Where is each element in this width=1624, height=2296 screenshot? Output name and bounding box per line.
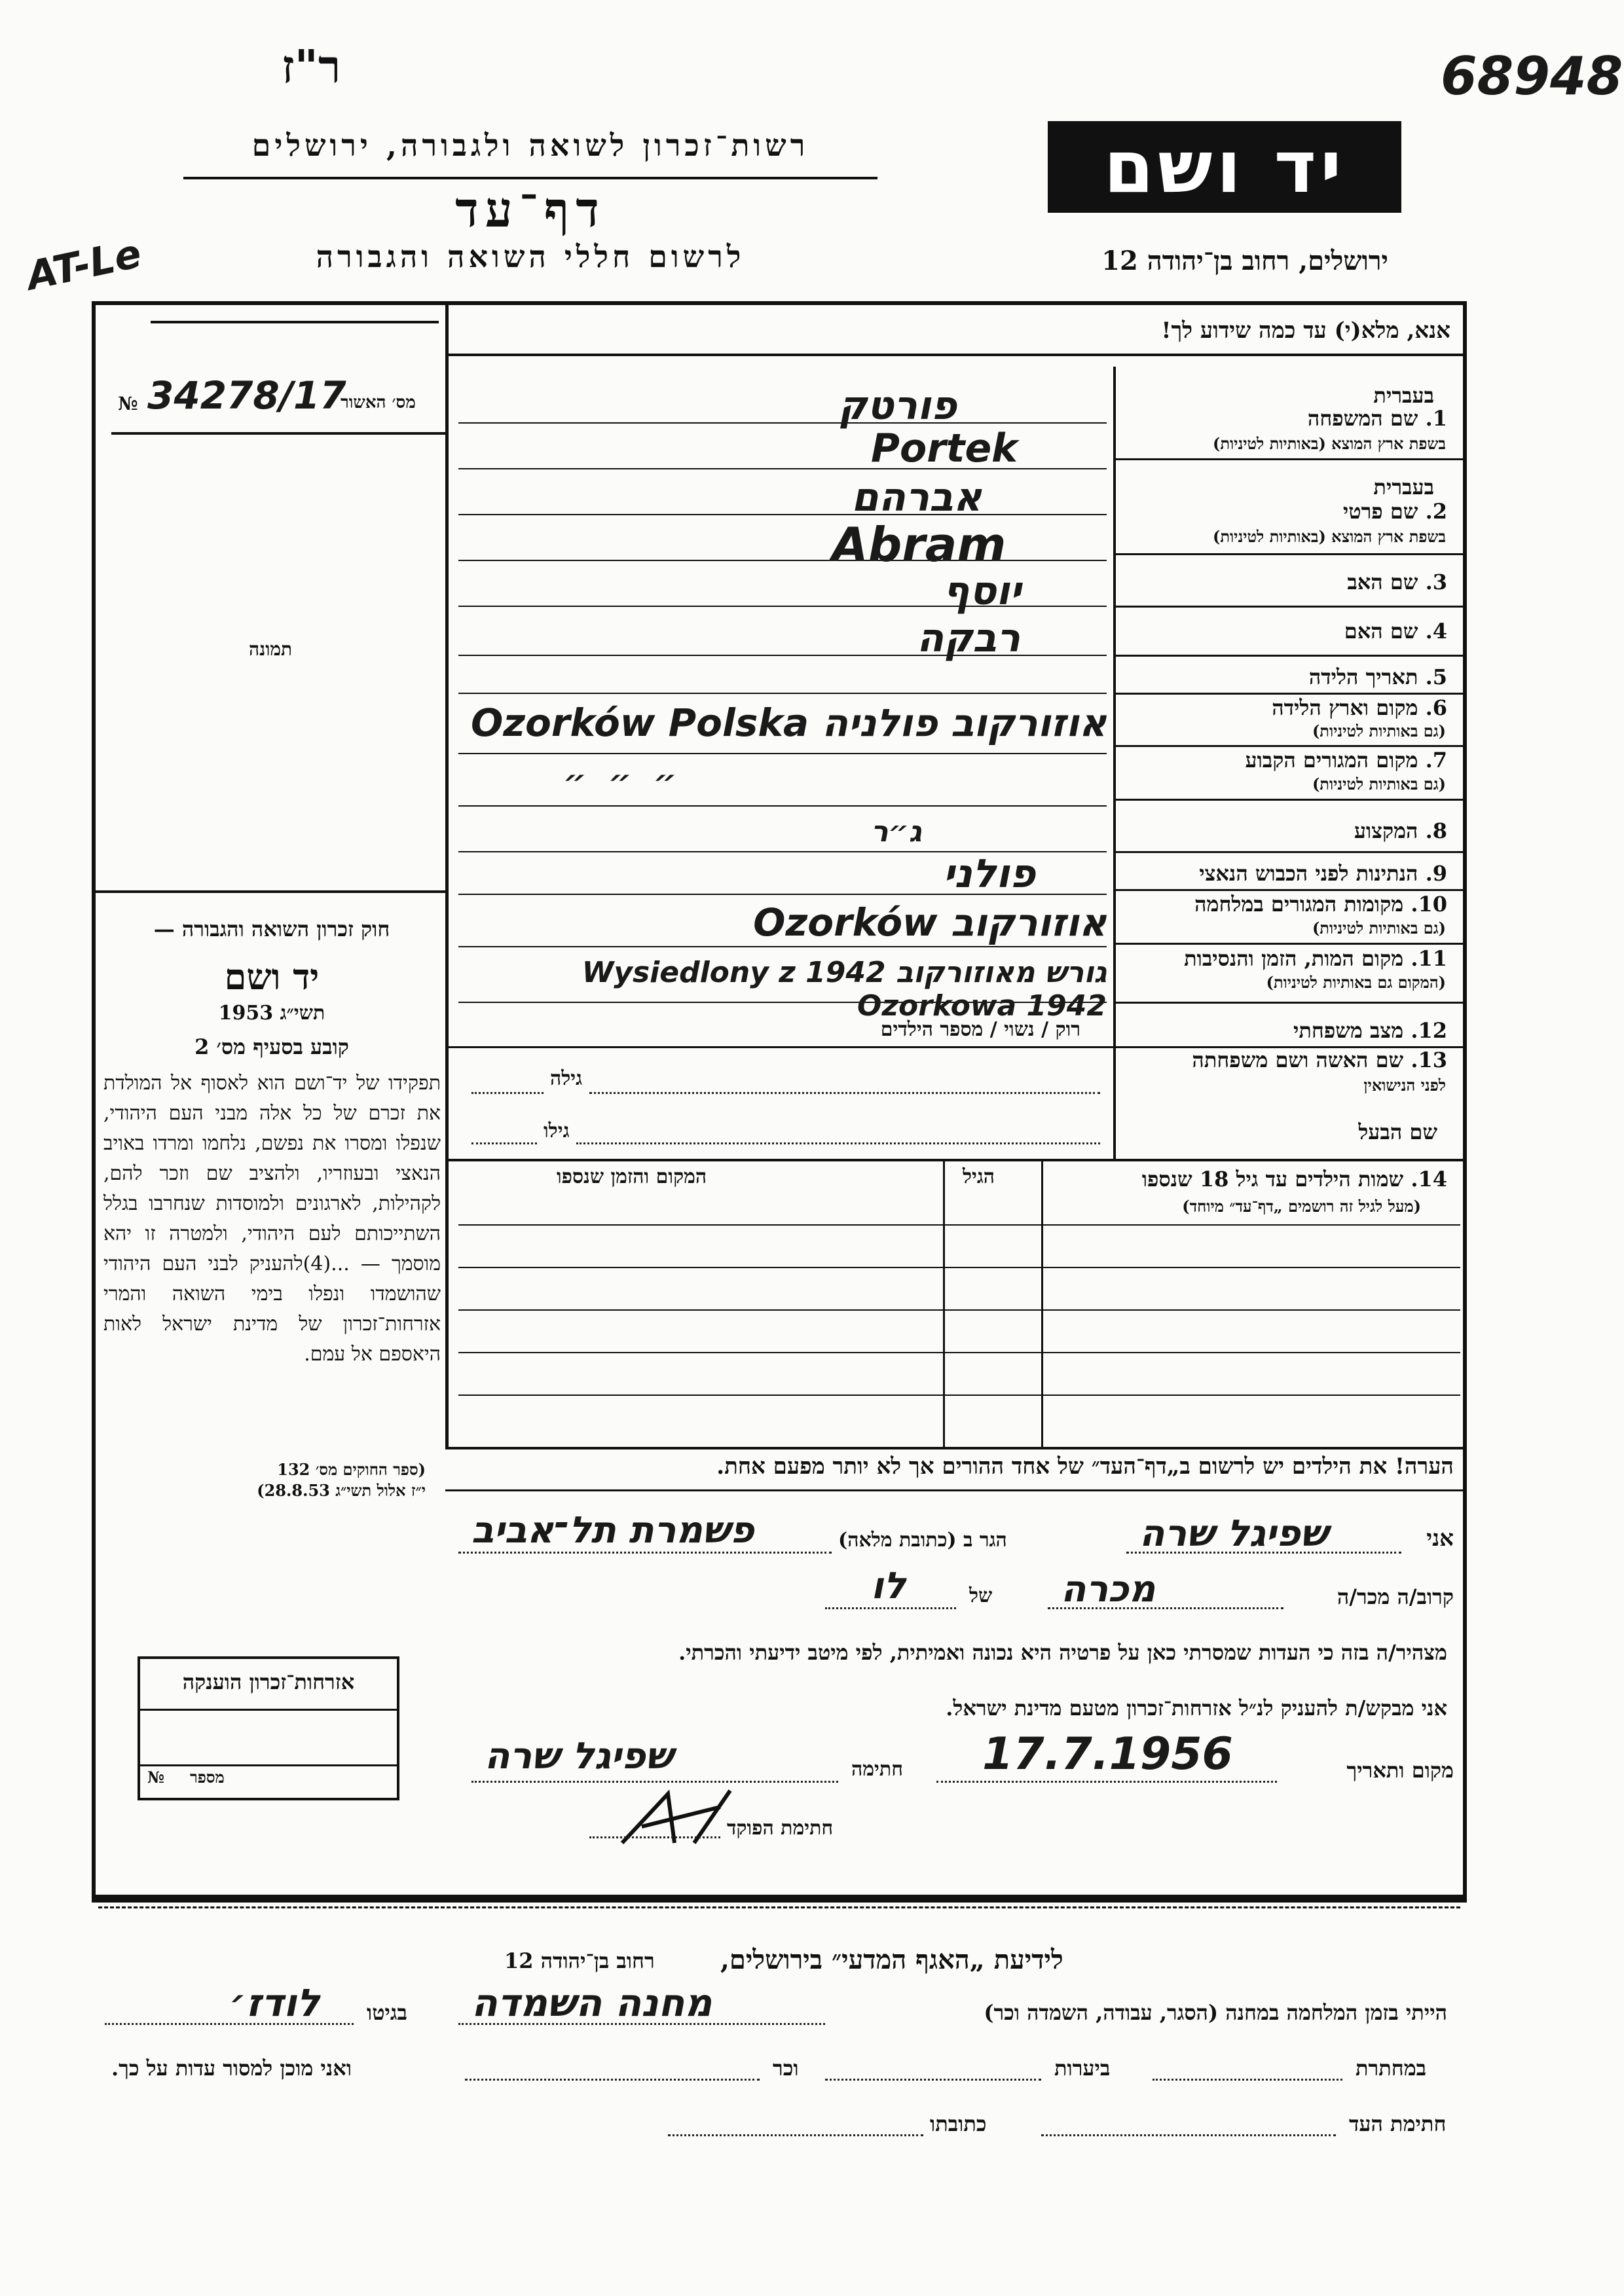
form-title: דף־עד <box>455 182 606 238</box>
law-year: תשי״ג 1953 <box>218 1002 325 1025</box>
ghetto-label: בגיטו <box>367 2000 407 2025</box>
field-10-label: 10. מקומות המגורים במלחמה <box>1194 892 1447 917</box>
approval-no-sign: № <box>118 393 138 414</box>
approval-label: מס׳ האשור <box>341 393 416 412</box>
declarant-i: אני <box>1426 1525 1454 1552</box>
forests-label: ביערות <box>1054 2056 1111 2081</box>
children-place-header: המקום והזמן שנספו <box>557 1165 707 1188</box>
field-13-sub: לפני הנישואין <box>1363 1076 1446 1095</box>
field-2-label: 2. שם פרטי <box>1342 499 1447 524</box>
field-3-label: 3. שם האב <box>1347 570 1447 594</box>
first-name-hebrew[interactable]: אברהם <box>851 475 982 520</box>
profession[interactable]: ג״ר <box>871 815 922 848</box>
witness-address-label: כתובתו <box>930 2111 987 2136</box>
citizenship-number-label: מספר <box>190 1768 225 1787</box>
authority-name: רשות־זכרון לשואה ולגבורה, ירושלים <box>251 128 809 163</box>
family-name-latin[interactable]: Portek <box>871 426 1018 471</box>
declaration-text: מצהיר/ה בזה כי העדות שמסרתי כאן על פרטיה היא נכונה ואמיתית, לפי מיטב ידיעתי והכרתי. <box>678 1640 1447 1665</box>
corner-mark: ר"ז <box>282 39 341 94</box>
declarant-name[interactable]: שפיגל שרה <box>1139 1512 1328 1555</box>
place-date-label: מקום ותאריך <box>1346 1758 1454 1783</box>
camp-value[interactable]: מחנה השמדה <box>471 1980 712 2025</box>
citizenship-title: אזרחות־זכרון הוענקה <box>182 1669 355 1694</box>
children-sub: (מעל לגיל זה רושמים „דף־עד״ מיוחד) <box>1182 1197 1421 1216</box>
field-2-hebrew-tag: בעברית <box>1373 475 1434 500</box>
birthplace[interactable]: אוזורקוב פולניה Ozorków Polska <box>470 701 1107 745</box>
law-clause: קובע בסעיף מס׳ 2 <box>194 1034 349 1059</box>
declaration-date[interactable]: 17.7.1956 <box>982 1728 1233 1780</box>
field-13-label: 13. שם האשה ושם משפחתה <box>1192 1048 1447 1072</box>
field-11-sub: (המקום גם באותיות לטיניות) <box>1266 973 1446 992</box>
camp-label: הייתי בזמן המלחמה במחנה (הסגר, עבודה, השמדה וכר) <box>984 2000 1447 2025</box>
law-title: חוק זכרון השואה והגבורה — <box>153 917 390 941</box>
approval-number[interactable]: 34278/17 <box>147 373 346 418</box>
wife-age-label: גילה <box>550 1067 583 1090</box>
field-1-label: 1. שם המשפחה <box>1307 406 1447 431</box>
science-title: לידיעת „האגף המדעי״ בירושלים, <box>720 1944 1063 1975</box>
field-1-sub: בשפת ארץ המוצא (באותיות לטיניות) <box>1213 434 1446 453</box>
family-status-options[interactable]: רוק / נשוי / מספר הילדים <box>880 1018 1080 1041</box>
field-6-label: 6. מקום וארץ הלידה <box>1272 695 1447 720</box>
official-signature-mark <box>616 1781 747 1853</box>
children-age-header: הגיל <box>963 1165 995 1188</box>
citizenship-no-sign: № <box>147 1768 165 1787</box>
field-8-label: 8. המקצוע <box>1354 818 1447 843</box>
field-12-label: 12. מצב משפחתי <box>1293 1018 1447 1043</box>
of-value[interactable]: לו <box>871 1565 906 1607</box>
relative-label: קרוב/ה מכר/ה <box>1337 1584 1454 1609</box>
header-address: ירושלים, רחוב בן־יהודה 12 <box>1101 246 1388 276</box>
law-source: (ספר החוקים מס׳ 132 <box>277 1460 426 1479</box>
law-source-date: י״ז אלול תשי״ג 28.8.53) <box>257 1481 426 1500</box>
husband-age-label: גילו <box>544 1120 570 1142</box>
underground-label: במחתרת <box>1356 2056 1427 2081</box>
family-name-hebrew[interactable]: פורטק <box>838 383 957 429</box>
death-details[interactable]: גורש מאוזורקוב 1942 Wysiedlony z Ozorkowa 1942 <box>581 956 1107 1023</box>
ready-text: ואני מוכן למסור עדות על כך. <box>111 2056 352 2081</box>
first-name-latin[interactable]: Abram <box>832 517 1006 572</box>
field-2-sub: בשפת ארץ המוצא (באותיות לטיניות) <box>1213 527 1446 546</box>
husband-label: שם הבעל <box>1358 1120 1437 1144</box>
resides-label: הגר ב (כתובת מלאה) <box>838 1529 1007 1552</box>
archive-number: 68948 <box>1441 46 1623 107</box>
field-4-label: 4. שם האם <box>1344 619 1447 644</box>
official-sig-label: חתימת הפוקד <box>727 1817 834 1840</box>
field-6-sub: (גם באותיות לטיניות) <box>1312 721 1446 740</box>
witness-signature-label: חתימת העד <box>1349 2111 1447 2136</box>
yad-vashem-logo: יד ושם <box>1048 121 1401 213</box>
photo-label: תמונה <box>249 638 293 660</box>
intro-text: אנא, מלא(י) עד כמה שידוע לך! <box>1161 318 1450 344</box>
field-1-hebrew-tag: בעברית <box>1373 383 1434 408</box>
request-text: אני מבקש/ת להעניק לנ״ל אזרחות־זכרון מטעם מדינת ישראל. <box>946 1696 1447 1721</box>
field-7-label: 7. מקום המגורים הקבוע <box>1245 748 1447 773</box>
relation-value[interactable]: מכרה <box>1061 1568 1156 1611</box>
field-5-label: 5. תאריך הלידה <box>1308 665 1447 689</box>
of-label: של <box>969 1584 993 1607</box>
form-subtitle: לרשום חללי השואה והגבורה <box>316 239 745 274</box>
law-name: יד ושם <box>224 956 320 998</box>
field-11-label: 11. מקום המות, הזמן והנסיבות <box>1184 946 1447 971</box>
father-name[interactable]: יוסף <box>943 568 1022 614</box>
field-7-sub: (גם באותיות לטיניות) <box>1312 774 1446 793</box>
note-text: הערה! את הילדים יש לרשום ב„דף־העד״ של אחד ההורים אך לא יותר מפעם אחת. <box>716 1453 1454 1480</box>
science-address: רחוב בן־יהודה 12 <box>504 1948 655 1973</box>
signature-label: חתימה <box>851 1758 903 1781</box>
mother-name[interactable]: רבקה <box>917 615 1021 661</box>
field-9-label: 9. הנתינות לפני הכבוש הנאצי <box>1199 861 1447 886</box>
declarant-signature[interactable]: שפיגל שרה <box>485 1735 673 1777</box>
children-title: 14. שמות הילדים עד גיל 18 שנספו <box>1141 1167 1447 1192</box>
law-text: תפקידו של יד־ושם הוא לאסוף אל המולדת את זכרם של כל אלה מבני העם היהודי, שנפלו ומסרו את נפשם, נלחמו ומרדו באויב הנאצי ובעוזריו, ולהציב שם וזכר להם, לקהילות, לארגונים ולמוסדות שנחרבו בגלל השתייכותם לעם היהודי, ולמטרה זו יהא מוסמך — ...(4)להעניק לבני העם היהודי שהושמדו ונפלו בימי השואה והמרי אזרחות־זכרון של מדינת ישראל לאות היאספם אל עמם. <box>103 1072 441 1366</box>
field-10-sub: (גם באותיות לטיניות) <box>1312 919 1446 938</box>
wartime-residence[interactable]: אוזורקוב Ozorków <box>753 900 1107 945</box>
declarant-address[interactable]: פשמרת תל־אביב <box>471 1509 754 1552</box>
margin-note: AT-Le <box>22 230 145 300</box>
nationality[interactable]: פולני <box>943 851 1036 897</box>
etc-label: וכר <box>773 2056 799 2081</box>
ghetto-value[interactable]: לודז׳ <box>229 1980 320 2025</box>
residence[interactable]: ״ ״ ״ <box>563 763 682 801</box>
